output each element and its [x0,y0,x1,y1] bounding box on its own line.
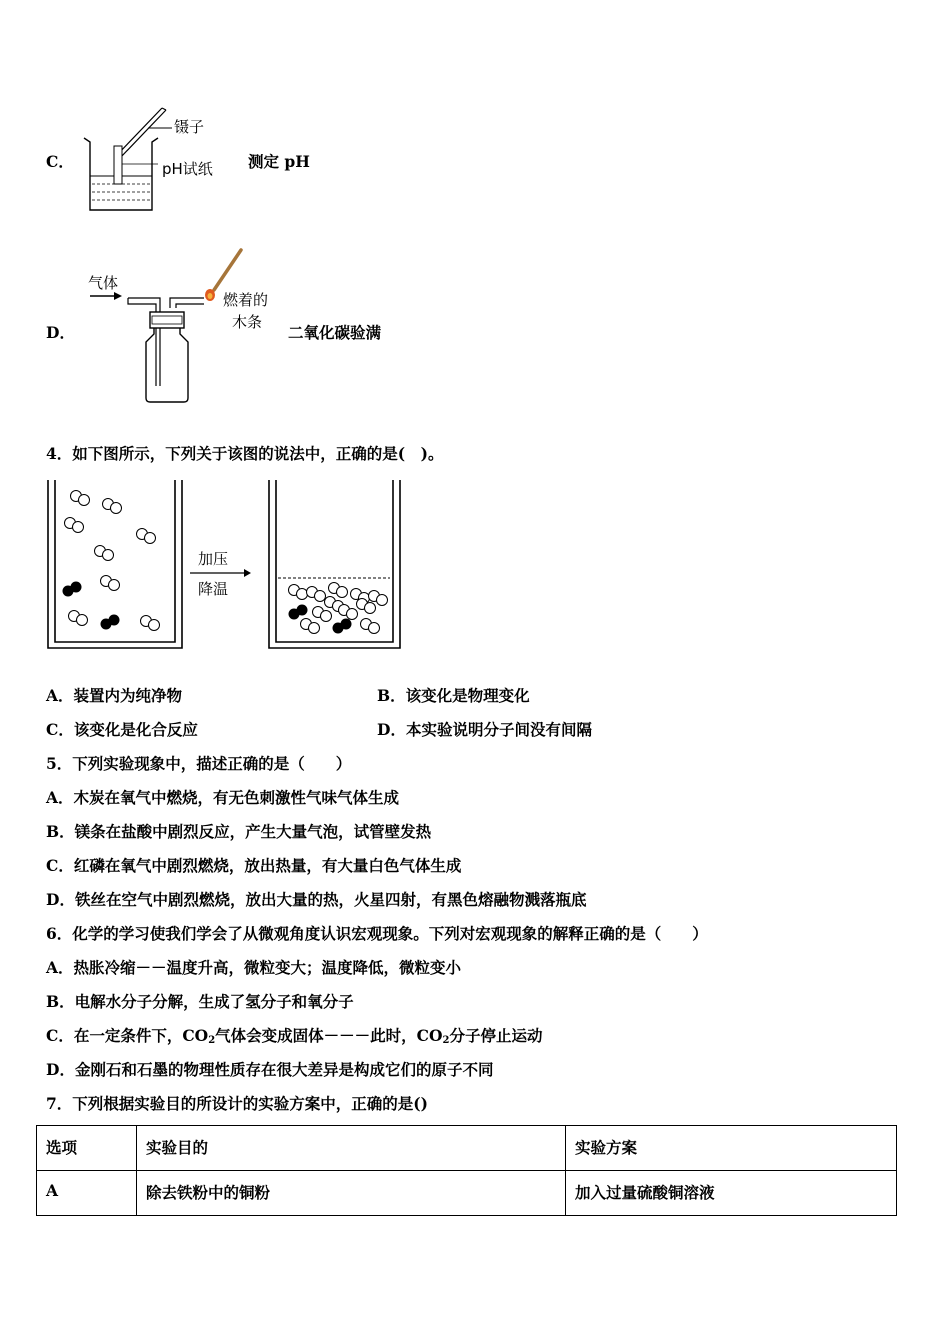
table-header-row [37,1126,897,1171]
q4-option-c: C．该变化是化合反应 [46,720,198,739]
gas-label: 气体 [88,274,119,292]
cell-plan: 加入过量硫酸铜溶液 [566,1171,897,1216]
q5-option-c: C．红磷在氧气中剧烈燃烧，放出热量，有大量白色气体生成 [46,856,462,875]
option-c-label: C． [46,152,74,171]
q5-option-b: B．镁条在盐酸中剧烈反应，产生大量气泡，试管壁发热 [46,822,432,841]
cell-option: A [37,1171,137,1216]
option-c-caption: 测定 pH [248,152,310,171]
option-d-caption: 二氧化碳验满 [288,323,382,342]
stick-label-2: 木条 [232,313,263,331]
stick-label-1: 燃着的 [223,291,269,309]
q4-question: 4．如下图所示，下列关于该图的说法中，正确的是( )。 [46,444,444,463]
q4-option-d: D．本实验说明分子间没有间隔 [377,720,592,739]
tweezers-label: 镊子 [174,118,205,136]
q6-question: 6．化学的学习使我们学会了从微观角度认识宏观现象。下列对宏观现象的解释正确的是（ ） [46,924,708,943]
q6-option-c: C．在一定条件下，$CO_2$气体会变成固体－－－此时，$CO_2$分子停止运动 [46,1026,543,1046]
arrow-top-label: 加压 [198,550,229,568]
q5-question: 5．下列实验现象中，描述正确的是（ ） [46,754,352,773]
molecule-figure [44,476,414,654]
option-d-label: D． [46,323,75,342]
q5-option-a: A．木炭在氧气中燃烧，有无色刺激性气味气体生成 [46,788,400,807]
q4-option-a: A．装置内为纯净物 [46,686,183,705]
header-option: 选项 [37,1126,137,1171]
ph-paper-label: pH试纸 [162,160,213,178]
header-purpose: 实验目的 [137,1126,566,1171]
q5-option-d: D．铁丝在空气中剧烈燃烧，放出大量的热，火星四射，有黑色熔融物溅落瓶底 [46,890,587,909]
q7-question: 7．下列根据实验目的所设计的实验方案中，正确的是() [46,1094,428,1113]
experiment-table [36,1125,897,1216]
q6-option-d: D．金刚石和石墨的物理性质存在很大差异是构成它们的原子不同 [46,1060,494,1079]
arrow-bottom-label: 降温 [198,580,229,598]
q6-option-b: B．电解水分子分解，生成了氢分子和氧分子 [46,992,354,1011]
header-plan: 实验方案 [566,1126,897,1171]
q4-option-b: B．该变化是物理变化 [377,686,530,705]
table-row [37,1171,897,1216]
cell-purpose: 除去铁粉中的铜粉 [137,1171,566,1216]
q6-option-a: A．热胀冷缩－－温度升高，微粒变大；温度降低，微粒变小 [46,958,462,977]
